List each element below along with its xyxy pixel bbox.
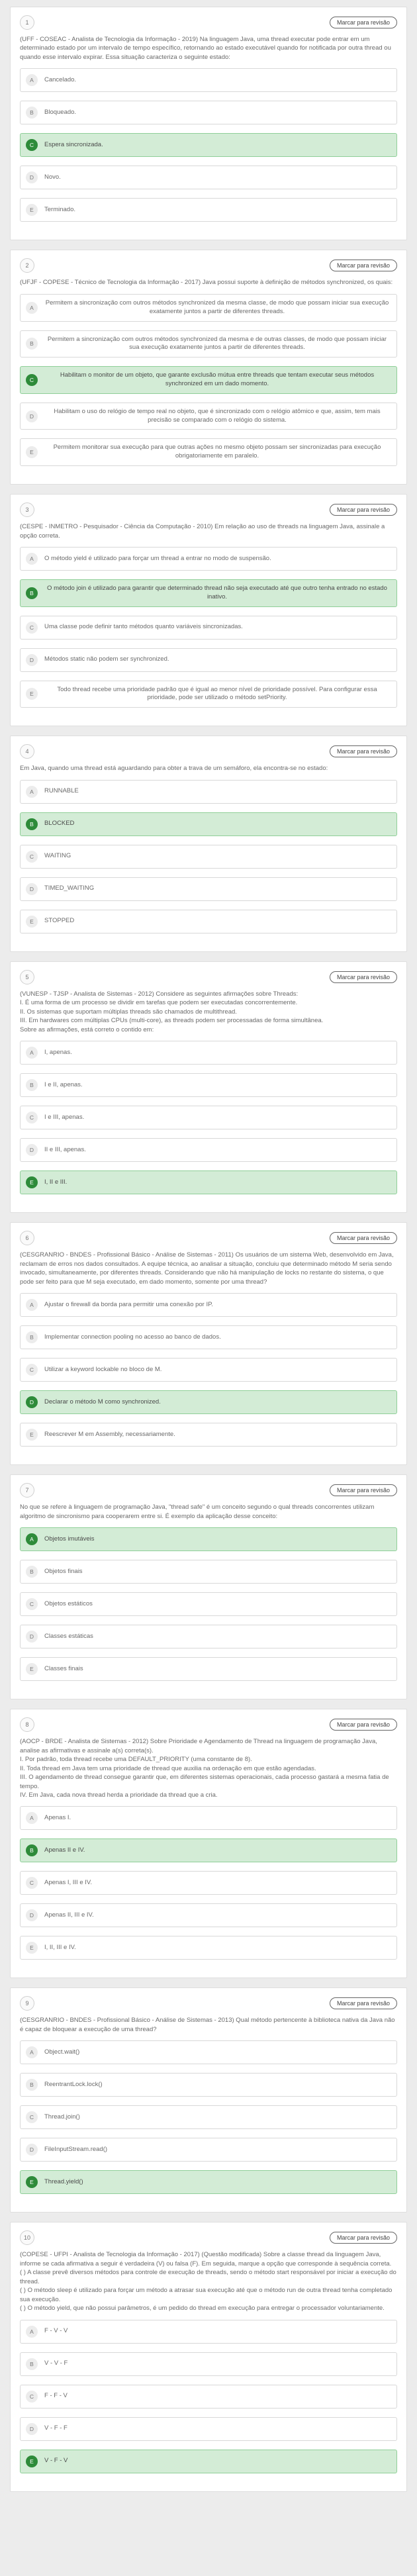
option-text: I, apenas. bbox=[44, 1048, 72, 1056]
answer-option-a[interactable] bbox=[20, 1806, 397, 1830]
question-statement: (COPESE - UFPI - Analista de Tecnologia da Informação - 2017) (Questão modificada) Sobre a classe thread da linguagem Java, informe se cada afirmativa a seguir é verdadeira (V) ou falsa (F). Em seguida, marque a opção que corresponde à sequência correta. ( ) A classe prevê diversos métodos para controle de execução de threads, sendo o método start responsável por iniciar a execução do thread. ( ) O método sleep é utilizado para forçar um método a atrasar sua execução até que o método run de outra thread tenha completado sua execução. ( ) O método yield, que não possui parâmetros, é um pedido do thread em execução para entregar o processador voluntariamente. bbox=[20, 2251, 396, 2313]
answer-option-a[interactable] bbox=[20, 547, 397, 571]
option-text: Ajustar o firewall da borda para permitir uma conexão por IP. bbox=[44, 1300, 213, 1308]
mark-for-review-button[interactable]: Marcar para revisão bbox=[330, 745, 397, 757]
answer-option-b[interactable] bbox=[20, 579, 397, 607]
option-letter-badge: A bbox=[26, 1533, 38, 1545]
option-letter-badge: C bbox=[26, 2391, 38, 2403]
option-text: TIMED_WAITING bbox=[44, 884, 95, 892]
answer-option-e[interactable] bbox=[20, 681, 397, 708]
option-letter-badge: B bbox=[26, 107, 38, 119]
answer-option-c[interactable] bbox=[20, 616, 397, 640]
option-letter-badge: C bbox=[26, 851, 38, 863]
option-text: Métodos static não podem ser synchronized. bbox=[44, 655, 169, 663]
question-number: 8 bbox=[20, 1717, 34, 1732]
option-text: Espera sincronizada. bbox=[44, 141, 103, 149]
answer-option-a[interactable] bbox=[20, 1293, 397, 1317]
option-letter-badge: A bbox=[26, 2326, 38, 2338]
option-text: Uma classe pode definir tanto métodos quanto variáveis sincronizadas. bbox=[44, 623, 243, 631]
option-text: Permitem a sincronização com outros métodos synchronized da mesma e de outras classes, de modo que possam iniciar sua execução exatamente juntos a partir de diferentes threads. bbox=[47, 335, 387, 352]
option-letter-badge: C bbox=[26, 622, 38, 634]
answer-option-b[interactable] bbox=[20, 1073, 397, 1097]
option-letter-badge: A bbox=[26, 1299, 38, 1311]
question-header bbox=[20, 258, 397, 273]
option-text: V - F - F bbox=[44, 2424, 68, 2432]
answer-option-d[interactable] bbox=[20, 1138, 397, 1162]
option-text: V - F - V bbox=[44, 2457, 68, 2465]
answer-option-a[interactable] bbox=[20, 1527, 397, 1551]
option-letter-badge: A bbox=[26, 1047, 38, 1059]
option-text: Apenas I, III e IV. bbox=[44, 1879, 93, 1887]
option-letter-badge: D bbox=[26, 883, 38, 895]
option-letter-badge: E bbox=[26, 446, 38, 458]
option-text: Terminado. bbox=[44, 206, 75, 214]
option-letter-badge: B bbox=[26, 338, 38, 350]
mark-for-review-button[interactable]: Marcar para revisão bbox=[330, 1484, 397, 1496]
option-text: STOPPED bbox=[44, 917, 75, 925]
option-letter-badge: A bbox=[26, 74, 38, 86]
answer-option-d[interactable] bbox=[20, 166, 397, 189]
option-text: FileInputStream.read() bbox=[44, 2146, 108, 2154]
option-letter-badge: D bbox=[26, 2144, 38, 2156]
question-number: 6 bbox=[20, 1231, 34, 1245]
option-text: WAITING bbox=[44, 852, 71, 860]
option-text: Objetos estáticos bbox=[44, 1599, 93, 1607]
option-text: Thread.yield() bbox=[44, 2178, 83, 2186]
option-text: I, II, III e IV. bbox=[44, 1944, 76, 1952]
option-text: Bloqueado. bbox=[44, 109, 77, 117]
option-letter-badge: A bbox=[26, 553, 38, 565]
answer-option-b[interactable] bbox=[20, 330, 397, 358]
answer-option-c[interactable] bbox=[20, 1592, 397, 1616]
option-text: Object.wait() bbox=[44, 2048, 80, 2056]
question-header bbox=[20, 502, 397, 517]
answer-option-e[interactable] bbox=[20, 198, 397, 222]
option-letter-badge: A bbox=[26, 302, 38, 314]
question-card bbox=[10, 1987, 407, 2213]
mark-for-review-button[interactable]: Marcar para revisão bbox=[330, 260, 397, 271]
option-letter-badge: D bbox=[26, 654, 38, 666]
question-number: 10 bbox=[20, 2230, 34, 2245]
question-statement: (CESGRANRIO - BNDES - Profissional Básico - Análise de Sistemas - 2011) Os usuários de um sistema Web, desenvolvido em Java, reclamam de erros nos dados consultados. A equipe técnica, ao analisar a situação, concluiu que determinado método M seria sendo invocado, simultaneamente, por diferentes threads. Considerando que não há manipulação de locks no restante do sistema, o que pode ser feito para que M seja executado, em dado momento, somente por uma thread? bbox=[20, 1251, 394, 1286]
question-card bbox=[10, 2222, 407, 2491]
question-header bbox=[20, 744, 397, 759]
option-text: I, II e III. bbox=[44, 1178, 68, 1186]
answer-option-d[interactable] bbox=[20, 2138, 397, 2162]
answer-option-e[interactable] bbox=[20, 438, 397, 466]
question-header bbox=[20, 1996, 397, 2011]
option-letter-badge: E bbox=[26, 1942, 38, 1954]
answer-option-e[interactable] bbox=[20, 1657, 397, 1681]
option-text: F - F - V bbox=[44, 2392, 68, 2400]
answer-option-b[interactable] bbox=[20, 101, 397, 124]
question-header bbox=[20, 1483, 397, 1498]
question-statement: No que se refere à linguagem de programação Java, "thread safe" é um conceito segundo o qual threads concorrentes utilizam algoritmo de sincronismo para cooperarem entre si. É exemplo da aplicação desse conceito: bbox=[20, 1503, 375, 1520]
answer-option-e[interactable] bbox=[20, 1936, 397, 1960]
option-letter-badge: D bbox=[26, 1631, 38, 1643]
option-letter-badge: D bbox=[26, 2423, 38, 2435]
question-card bbox=[10, 250, 407, 485]
mark-for-review-button[interactable]: Marcar para revisão bbox=[330, 1719, 397, 1731]
answer-option-b[interactable] bbox=[20, 2073, 397, 2097]
option-text: Apenas II, III e IV. bbox=[44, 1911, 94, 1919]
question-header bbox=[20, 1231, 397, 1245]
option-text: ReentrantLock.lock() bbox=[44, 2081, 103, 2089]
option-text: Permitem a sincronização com outros métodos synchronized da mesma classe, de modo que possam iniciar sua execução exatamente juntos a partir de diferentes threads. bbox=[45, 299, 389, 315]
question-header bbox=[20, 1717, 397, 1732]
question-statement: (CESPE - INMETRO - Pesquisador - Ciência da Computação - 2010) Em relação ao uso de threads na linguagem Java, assinale a opção correta. bbox=[20, 523, 385, 540]
question-header bbox=[20, 15, 397, 30]
option-letter-badge: C bbox=[26, 1877, 38, 1889]
option-text: I e II, apenas. bbox=[44, 1080, 83, 1088]
answer-option-a[interactable] bbox=[20, 68, 397, 92]
option-text: Habilitam o monitor de um objeto, que garante exclusão mútua entre threads que tentam executar seus métodos synchronized em um dado momento. bbox=[60, 371, 375, 387]
option-text: Apenas I. bbox=[44, 1814, 71, 1822]
answer-option-e[interactable] bbox=[20, 2450, 397, 2473]
option-letter-badge: B bbox=[26, 1331, 38, 1343]
option-text: Objetos finais bbox=[44, 1567, 83, 1575]
question-number: 3 bbox=[20, 502, 34, 517]
answer-option-a[interactable] bbox=[20, 2320, 397, 2344]
question-card bbox=[10, 961, 407, 1213]
option-letter-badge: E bbox=[26, 204, 38, 216]
answer-option-b[interactable] bbox=[20, 1325, 397, 1349]
question-card bbox=[10, 1709, 407, 1978]
option-letter-badge: C bbox=[26, 1112, 38, 1123]
question-number: 4 bbox=[20, 744, 34, 759]
option-letter-badge: E bbox=[26, 2456, 38, 2467]
question-number: 9 bbox=[20, 1996, 34, 2011]
answer-option-a[interactable] bbox=[20, 294, 397, 322]
answer-option-a[interactable] bbox=[20, 2040, 397, 2064]
answer-option-a[interactable] bbox=[20, 780, 397, 804]
option-letter-badge: B bbox=[26, 1079, 38, 1091]
option-letter-badge: B bbox=[26, 1844, 38, 1856]
answer-option-a[interactable] bbox=[20, 1041, 397, 1065]
option-text: Classes estáticas bbox=[44, 1632, 93, 1640]
option-text: V - V - F bbox=[44, 2360, 68, 2367]
option-letter-badge: D bbox=[26, 1909, 38, 1921]
option-letter-badge: D bbox=[26, 1144, 38, 1156]
answer-option-c[interactable] bbox=[20, 2385, 397, 2409]
option-letter-badge: B bbox=[26, 2079, 38, 2091]
answer-option-d[interactable] bbox=[20, 1625, 397, 1648]
option-text: Objetos imutáveis bbox=[44, 1535, 95, 1543]
option-letter-badge: E bbox=[26, 1429, 38, 1441]
option-letter-badge: D bbox=[26, 410, 38, 422]
option-text: Declarar o método M como synchronized. bbox=[44, 1398, 161, 1406]
option-text: Apenas II e IV. bbox=[44, 1846, 85, 1854]
option-text: F - V - V bbox=[44, 2327, 68, 2335]
option-text: II e III, apenas. bbox=[44, 1145, 86, 1153]
option-text: BLOCKED bbox=[44, 820, 75, 828]
answer-option-b[interactable] bbox=[20, 1838, 397, 1862]
option-text: O método yield é utilizado para forçar um thread a entrar no modo de suspensão. bbox=[44, 554, 271, 562]
option-text: RUNNABLE bbox=[44, 787, 79, 795]
question-statement: (CESGRANRIO - BNDES - Profissional Básico - Análise de Sistemas - 2013) Qual método pertencente à biblioteca nativa da Java não é capaz de bloquear a execução de uma thread? bbox=[20, 2017, 395, 2033]
option-text: O método join é utilizado para garantir que determinado thread não seja executado até que outro tenha entrado no estado inativo. bbox=[47, 585, 387, 600]
option-text: Classes finais bbox=[44, 1664, 83, 1672]
mark-for-review-button[interactable]: Marcar para revisão bbox=[330, 971, 397, 983]
option-letter-badge: B bbox=[26, 1566, 38, 1578]
mark-for-review-button[interactable]: Marcar para revisão bbox=[330, 1997, 397, 2009]
option-letter-badge: B bbox=[26, 818, 38, 830]
mark-for-review-button[interactable]: Marcar para revisão bbox=[330, 504, 397, 516]
option-letter-badge: E bbox=[26, 688, 38, 700]
answer-option-d[interactable] bbox=[20, 1903, 397, 1927]
answer-option-d[interactable] bbox=[20, 2417, 397, 2441]
mark-for-review-button[interactable]: Marcar para revisão bbox=[330, 17, 397, 28]
answer-option-b[interactable] bbox=[20, 812, 397, 836]
answer-option-c[interactable] bbox=[20, 1358, 397, 1382]
option-letter-badge: E bbox=[26, 916, 38, 928]
option-letter-badge: E bbox=[26, 1176, 38, 1188]
answer-option-e[interactable] bbox=[20, 2170, 397, 2194]
answer-option-c[interactable] bbox=[20, 133, 397, 157]
option-text: Thread.join() bbox=[44, 2113, 80, 2121]
answer-option-b[interactable] bbox=[20, 1560, 397, 1584]
option-letter-badge: A bbox=[26, 2046, 38, 2058]
option-letter-badge: B bbox=[26, 587, 38, 599]
answer-option-d[interactable] bbox=[20, 1390, 397, 1414]
question-card bbox=[10, 1474, 407, 1699]
option-letter-badge: A bbox=[26, 786, 38, 798]
question-statement: Em Java, quando uma thread está aguardando para obter a trava de um semáforo, ela encontra-se no estado: bbox=[20, 765, 328, 773]
question-header bbox=[20, 970, 397, 984]
answer-option-e[interactable] bbox=[20, 910, 397, 933]
question-statement: (UFF - COSEAC - Analista de Tecnologia da Informação - 2019) Na linguagem Java, uma thread executar pode entrar em um determinado estado por um intervalo de tempo específico, retornando ao estado executável quando for notificada por outra thread ou quando esse intervalo expirar. Essa situação caracteriza o seguinte estado: bbox=[20, 36, 391, 61]
option-text: Cancelado. bbox=[44, 76, 77, 84]
option-text: I e III, apenas. bbox=[44, 1113, 85, 1121]
answer-option-b[interactable] bbox=[20, 2352, 397, 2376]
option-text: Habilitam o uso do relógio de tempo real no objeto, que é sincronizado com o relógio atômico e que, assim, tem mais precisão se comparado com o relógio do sistema. bbox=[54, 407, 381, 424]
answer-option-c[interactable] bbox=[20, 845, 397, 869]
question-statement: (VUNESP - TJSP - Analista de Sistemas - 2012) Considere as seguintes afirmações sobre Threads: I. É uma forma de um processo se dividir em tarefas que podem ser executadas concorrentemente. II. Os sistemas que suportam múltiplas threads são chamados de multithread. III. Em hardwares com múltiplas CPUs (multi-core), as threads podem ser processadas de forma simultânea. Sobre as afirmações, está correto o contido em: bbox=[20, 990, 324, 1033]
question-card bbox=[10, 1222, 407, 1465]
option-text: Implementar connection pooling no acesso ao banco de dados. bbox=[44, 1333, 221, 1341]
mark-for-review-button[interactable]: Marcar para revisão bbox=[330, 1232, 397, 1244]
option-text: Novo. bbox=[44, 173, 61, 181]
option-text: Reescrever M em Assembly, necessariamente. bbox=[44, 1430, 175, 1438]
answer-option-c[interactable] bbox=[20, 2105, 397, 2129]
option-letter-badge: B bbox=[26, 2358, 38, 2370]
question-header bbox=[20, 2230, 397, 2245]
option-text: Permitem monitorar sua execução para que outras ações no mesmo objeto possam ser sincronizadas para execução obrigatoriamente em paralelo. bbox=[53, 444, 381, 460]
answer-option-d[interactable] bbox=[20, 648, 397, 672]
question-number: 7 bbox=[20, 1483, 34, 1498]
mark-for-review-button[interactable]: Marcar para revisão bbox=[330, 2232, 397, 2244]
option-letter-badge: C bbox=[26, 139, 38, 151]
question-statement: (AOCP - BRDE - Analista de Sistemas - 2012) Sobre Prioridade e Agendamento de Thread na linguagem de programação Java, analise as afirmativas e assinale a(s) correta(s). I. Por padrão, toda thread recebe uma DEFAULT_PRIORITY (uma constante de 8). II. Toda thread em Java tem uma prioridade de thread que auxilia na ordenação em que estão agendadas. III. O agendamento de thread consegue garantir que, em diferentes sistemas operacionais, cada processo gastará a mesma fatia de tempo. IV. Em Java, cada nova thread herda a prioridade da thread que a cria. bbox=[20, 1738, 389, 1799]
option-letter-badge: C bbox=[26, 1364, 38, 1376]
option-letter-badge: C bbox=[26, 1598, 38, 1610]
option-letter-badge: D bbox=[26, 1396, 38, 1408]
answer-option-e[interactable] bbox=[20, 1170, 397, 1194]
question-card bbox=[10, 7, 407, 240]
question-card bbox=[10, 494, 407, 726]
question-number: 2 bbox=[20, 258, 34, 273]
option-letter-badge: C bbox=[26, 2111, 38, 2123]
answer-option-c[interactable] bbox=[20, 1106, 397, 1129]
question-statement: (UFJF - COPESE - Técnico de Tecnologia da Informação - 2017) Java possui suporte à definição de métodos synchronized, os quais: bbox=[20, 279, 393, 287]
answer-option-c[interactable] bbox=[20, 366, 397, 394]
answer-option-c[interactable] bbox=[20, 1871, 397, 1895]
option-letter-badge: E bbox=[26, 2176, 38, 2188]
option-letter-badge: C bbox=[26, 374, 38, 386]
answer-option-d[interactable] bbox=[20, 877, 397, 901]
option-letter-badge: D bbox=[26, 171, 38, 183]
option-letter-badge: A bbox=[26, 1812, 38, 1824]
answer-option-e[interactable] bbox=[20, 1423, 397, 1447]
question-number: 5 bbox=[20, 970, 34, 984]
question-card bbox=[10, 736, 407, 951]
option-text: Todo thread recebe uma prioridade padrão que é igual ao menor nível de prioridade possível. Para configurar essa prioridade, pode ser utilizado o método setPriority. bbox=[57, 685, 377, 702]
option-letter-badge: E bbox=[26, 1663, 38, 1675]
option-text: Utilizar a keyword lockable no bloco de M. bbox=[44, 1365, 162, 1373]
answer-option-d[interactable] bbox=[20, 403, 397, 430]
question-number: 1 bbox=[20, 15, 34, 30]
